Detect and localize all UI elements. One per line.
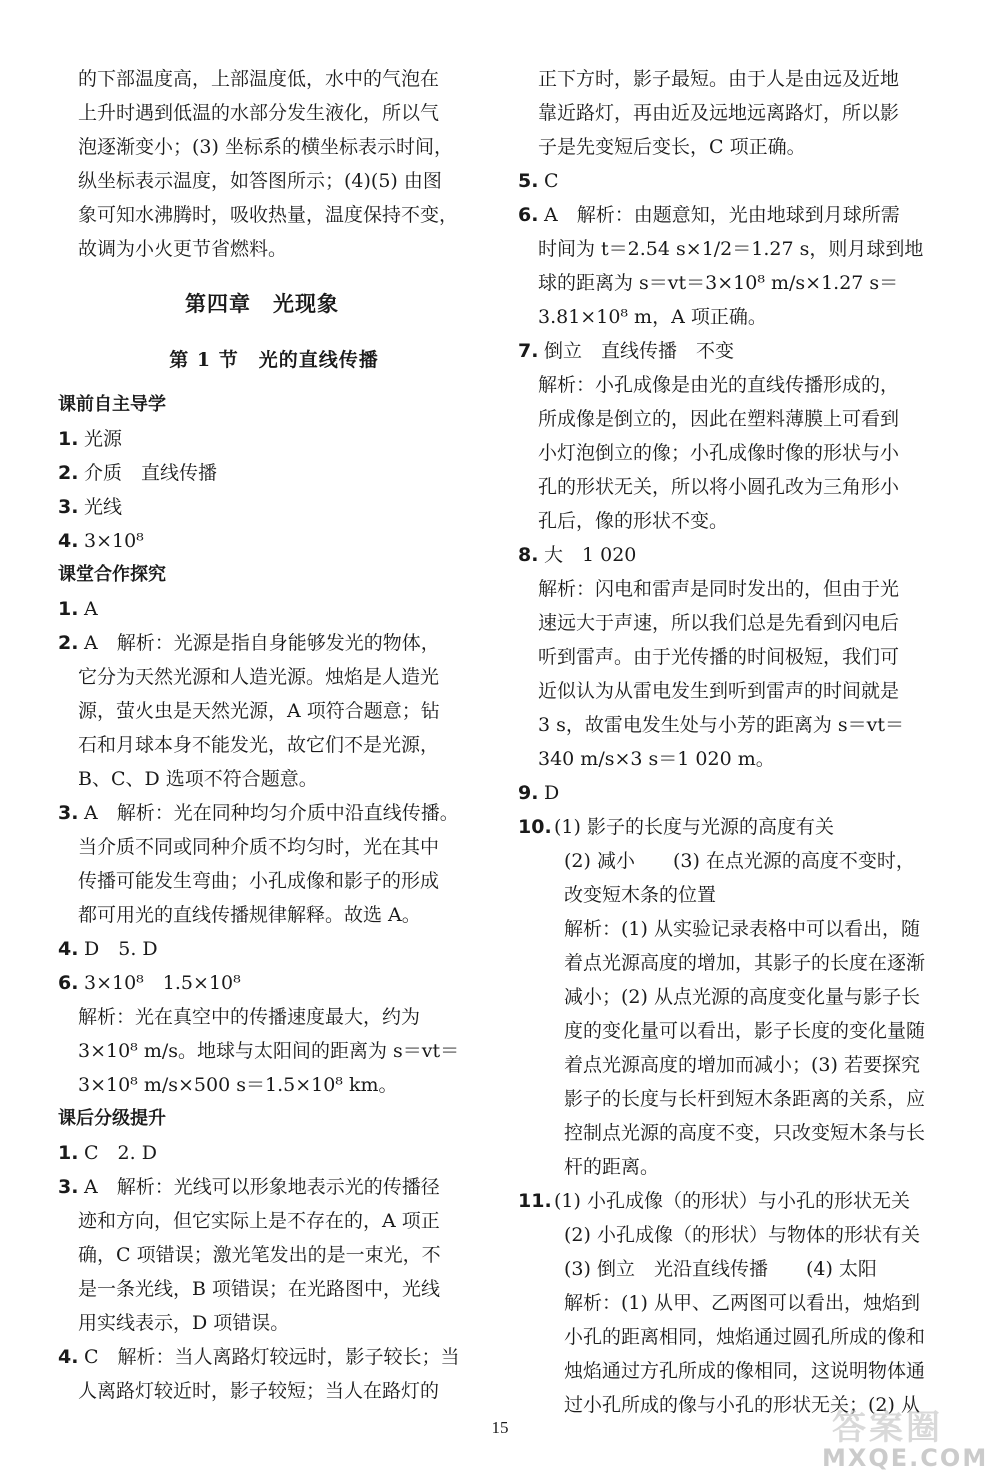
- line-text: 靠近路灯，再由近及远地远离路灯，所以影: [538, 102, 900, 124]
- text-line: [518, 130, 926, 164]
- line-text: 解析：闪电和雷声是同时发出的，但由于光: [538, 578, 900, 600]
- text-line: [58, 1034, 466, 1068]
- line-text: 传播可能发生弯曲；小孔成像和影子的形成: [78, 870, 440, 892]
- text-line: [58, 1374, 466, 1408]
- answer-item: [58, 456, 466, 490]
- line-text: 课后分级提升: [58, 1108, 166, 1129]
- line-text: 石和月球本身不能发光，故它们不是光源，: [78, 734, 440, 756]
- text-line: [518, 742, 926, 776]
- line-text: 着点光源高度的增加，其影子的长度在逐渐: [564, 952, 926, 974]
- text-line: [518, 980, 926, 1014]
- line-text: 控制点光源的高度不变，只改变短木条与长: [564, 1122, 926, 1144]
- text-line: [58, 898, 466, 932]
- line-text: 速远大于声速，所以我们总是先看到闪电后: [538, 612, 900, 634]
- line-text: 倒立 直线传播 不变: [544, 340, 735, 362]
- line-text: 源，萤火虫是天然光源，A 项符合题意；钻: [78, 700, 440, 722]
- line-text: 球的距离为 s＝vt＝3×10⁸ m/s×1.27 s＝: [538, 272, 899, 294]
- item-number: 1.: [58, 1142, 79, 1164]
- text-line: [518, 1286, 926, 1320]
- answer-item: [518, 198, 926, 232]
- line-text: 3×10⁸ m/s。地球与太阳间的距离为 s＝vt＝: [78, 1040, 460, 1062]
- left-column: [58, 62, 466, 1408]
- text-line: [518, 300, 926, 334]
- line-text: 小孔的距离相同，烛焰通过圆孔所成的像和: [564, 1326, 926, 1348]
- answer-item: [58, 524, 466, 558]
- item-number: 2.: [58, 462, 79, 484]
- line-text: 时间为 t＝2.54 s×1/2＝1.27 s，则月球到地: [538, 238, 924, 260]
- text-line: [518, 1116, 926, 1150]
- page-number: 15: [491, 1418, 509, 1437]
- text-line: [518, 1320, 926, 1354]
- line-text: C 解析：当人离路灯较远时，影子较长；当: [84, 1346, 460, 1368]
- text-line: [58, 728, 466, 762]
- text-line: [518, 1354, 926, 1388]
- line-text: 课前自主导学: [58, 394, 166, 415]
- line-text: 影子的长度与长杆到短木条距离的关系，应: [564, 1088, 926, 1110]
- answer-item: [518, 334, 926, 368]
- text-line: [518, 62, 926, 96]
- item-number: 2.: [58, 632, 79, 654]
- line-text: 大 1 020: [544, 544, 637, 566]
- line-text: 上升时遇到低温的水部分发生液化，所以气: [78, 102, 440, 124]
- item-number: 10.: [518, 816, 552, 838]
- line-text: 孔后，像的形状不变。: [538, 510, 729, 532]
- text-line: [518, 674, 926, 708]
- line-text: A 解析：光线可以形象地表示光的传播径: [84, 1176, 440, 1198]
- answer-item: [518, 538, 926, 572]
- line-text: 改变短木条的位置: [564, 884, 717, 906]
- item-number: 1.: [58, 428, 79, 450]
- line-text: (3) 倒立 光沿直线传播 (4) 太阳: [564, 1258, 877, 1280]
- line-text: 杆的距离。: [564, 1156, 660, 1178]
- text-line: [58, 762, 466, 796]
- answer-item: [58, 1340, 466, 1374]
- text-line: [518, 946, 926, 980]
- watermark-url: MXQE.COM: [822, 1444, 989, 1472]
- line-text: 用实线表示，D 项错误。: [78, 1312, 290, 1334]
- text-line: [58, 1000, 466, 1034]
- line-text: 纵坐标表示温度，如答图所示；(4)(5) 由图: [78, 170, 442, 192]
- line-text: A: [84, 598, 98, 620]
- text-line: [518, 504, 926, 538]
- item-number: 4.: [58, 938, 79, 960]
- text-line: [518, 1218, 926, 1252]
- line-text: 解析：小孔成像是由光的直线传播形成的，: [538, 374, 900, 396]
- section-heading: [58, 1102, 466, 1136]
- text-line: [58, 164, 466, 198]
- line-text: (1) 小孔成像（的形状）与小孔的形状无关: [554, 1190, 910, 1212]
- text-line: [58, 62, 466, 96]
- answer-item: [518, 810, 926, 844]
- text-line: [518, 912, 926, 946]
- line-text: (2) 减小 (3) 在点光源的高度不变时，: [564, 850, 915, 872]
- line-text: 迹和方向，但它实际上是不存在的，A 项正: [78, 1210, 440, 1232]
- line-text: 都可用光的直线传播规律解释。故选 A。: [78, 904, 421, 926]
- text-line: [58, 830, 466, 864]
- text-line: [518, 402, 926, 436]
- line-text: 度的变化量可以看出，影子长度的变化量随: [564, 1020, 926, 1042]
- answer-item: [58, 592, 466, 626]
- line-text: 的下部温度高，上部温度低，水中的气泡在: [78, 68, 440, 90]
- line-text: 3×10⁸ m/s×500 s＝1.5×10⁸ km。: [78, 1074, 398, 1096]
- item-number: 3.: [58, 802, 79, 824]
- answer-item: [58, 796, 466, 830]
- line-text: 介质 直线传播: [84, 462, 218, 484]
- line-text: (2) 小孔成像（的形状）与物体的形状有关: [564, 1224, 920, 1246]
- line-text: 人离路灯较近时，影子较短；当人在路灯的: [78, 1380, 440, 1402]
- line-text: 课堂合作探究: [58, 564, 166, 585]
- text-line: [518, 844, 926, 878]
- chapter-title: [58, 276, 466, 332]
- answer-item: [58, 626, 466, 660]
- line-text: D: [544, 782, 560, 804]
- text-line: [58, 198, 466, 232]
- line-text: 象可知水沸腾时，吸收热量，温度保持不变，: [78, 204, 459, 226]
- line-text: B、C、D 选项不符合题意。: [78, 768, 318, 790]
- text-line: [58, 1272, 466, 1306]
- watermark-logo-text: 答案圈: [832, 1408, 943, 1448]
- section-title: [58, 332, 466, 388]
- text-line: [518, 1082, 926, 1116]
- line-text: 所成像是倒立的，因此在塑料薄膜上可看到: [538, 408, 900, 430]
- line-text: 3×10⁸ 1.5×10⁸: [84, 972, 241, 994]
- item-number: 8.: [518, 544, 539, 566]
- item-number: 3.: [58, 496, 79, 518]
- text-line: [518, 640, 926, 674]
- line-text: 孔的形状无关，所以将小圆孔改为三角形小: [538, 476, 900, 498]
- item-number: 11.: [518, 1190, 552, 1212]
- line-text: 子是先变短后变长，C 项正确。: [538, 136, 806, 158]
- text-line: [518, 1252, 926, 1286]
- line-text: 是一条光线，B 项错误；在光路图中，光线: [78, 1278, 441, 1300]
- text-line: [518, 1150, 926, 1184]
- line-text: 小灯泡倒立的像；小孔成像时像的形状与小: [538, 442, 900, 464]
- text-line: [518, 470, 926, 504]
- section-heading: [58, 388, 466, 422]
- answer-item: [58, 932, 466, 966]
- text-line: [518, 1014, 926, 1048]
- line-text: (1) 影子的长度与光源的高度有关: [554, 816, 834, 838]
- answer-item: [58, 1136, 466, 1170]
- line-text: A 解析：光在同种均匀介质中沿直线传播。: [84, 802, 459, 824]
- answer-item: [58, 490, 466, 524]
- item-number: 4.: [58, 530, 79, 552]
- line-text: 第 1 节 光的直线传播: [169, 349, 379, 371]
- line-text: 解析：(1) 从甲、乙两图可以看出，烛焰到: [564, 1292, 920, 1314]
- watermark-logo: [812, 1400, 990, 1478]
- item-number: 1.: [58, 598, 79, 620]
- line-text: 解析：光在真空中的传播速度最大，约为: [78, 1006, 421, 1028]
- line-text: D 5. D: [84, 938, 158, 960]
- line-text: 3.81×10⁸ m，A 项正确。: [538, 306, 767, 328]
- line-text: 烛焰通过方孔所成的像相同，这说明物体通: [564, 1360, 926, 1382]
- answer-item: [58, 1170, 466, 1204]
- text-line: [58, 130, 466, 164]
- section-heading: [58, 558, 466, 592]
- text-line: [518, 232, 926, 266]
- right-column: [518, 62, 926, 1422]
- text-line: [58, 660, 466, 694]
- line-text: 过小孔所成的像与小孔的形状无关；(2) 从: [564, 1394, 920, 1416]
- text-line: [518, 436, 926, 470]
- item-number: 3.: [58, 1176, 79, 1198]
- line-text: C: [544, 170, 559, 192]
- text-line: [518, 708, 926, 742]
- line-text: 近似认为从雷电发生到听到雷声的时间就是: [538, 680, 900, 702]
- text-line: [58, 1068, 466, 1102]
- item-number: 9.: [518, 782, 539, 804]
- line-text: 3 s，故雷电发生处与小芳的距离为 s＝vt＝: [538, 714, 905, 736]
- text-line: [518, 572, 926, 606]
- text-line: [518, 878, 926, 912]
- text-line: [58, 694, 466, 728]
- text-line: [58, 96, 466, 130]
- line-text: 第四章 光现象: [185, 291, 339, 316]
- text-line: [518, 96, 926, 130]
- text-line: [58, 1306, 466, 1340]
- line-text: 泡逐渐变小；(3) 坐标系的横坐标表示时间，: [78, 136, 453, 158]
- text-line: [58, 1238, 466, 1272]
- line-text: A 解析：光源是指自身能够发光的物体，: [84, 632, 440, 654]
- line-text: 确，C 项错误；激光笔发出的是一束光，不: [78, 1244, 441, 1266]
- line-text: 故调为小火更节省燃料。: [78, 238, 288, 260]
- text-line: [58, 864, 466, 898]
- line-text: C 2. D: [84, 1142, 157, 1164]
- text-line: [518, 368, 926, 402]
- item-number: 5.: [518, 170, 539, 192]
- line-text: 光线: [84, 496, 123, 518]
- line-text: 减小；(2) 从点光源的高度变化量与影子长: [564, 986, 920, 1008]
- line-text: 光源: [84, 428, 123, 450]
- text-line: [518, 1048, 926, 1082]
- item-number: 4.: [58, 1346, 79, 1368]
- answer-item: [58, 422, 466, 456]
- text-line: [58, 232, 466, 266]
- line-text: 340 m/s×3 s＝1 020 m。: [538, 748, 775, 770]
- answer-item: [518, 776, 926, 810]
- line-text: 它分为天然光源和人造光源。烛焰是人造光: [78, 666, 440, 688]
- item-number: 7.: [518, 340, 539, 362]
- text-line: [58, 1204, 466, 1238]
- line-text: 解析：(1) 从实验记录表格中可以看出，随: [564, 918, 920, 940]
- answer-item: [518, 1184, 926, 1218]
- line-text: 3×10⁸: [84, 530, 144, 552]
- line-text: 当介质不同或同种介质不均匀时，光在其中: [78, 836, 440, 858]
- item-number: 6.: [518, 204, 539, 226]
- line-text: 着点光源高度的增加而减小；(3) 若要探究: [564, 1054, 920, 1076]
- answer-item: [518, 164, 926, 198]
- line-text: A 解析：由题意知，光由地球到月球所需: [544, 204, 900, 226]
- answer-item: [58, 966, 466, 1000]
- item-number: 6.: [58, 972, 79, 994]
- line-text: 正下方时，影子最短。由于人是由远及近地: [538, 68, 900, 90]
- line-text: 听到雷声。由于光传播的时间极短，我们可: [538, 646, 900, 668]
- text-line: [518, 266, 926, 300]
- text-line: [518, 606, 926, 640]
